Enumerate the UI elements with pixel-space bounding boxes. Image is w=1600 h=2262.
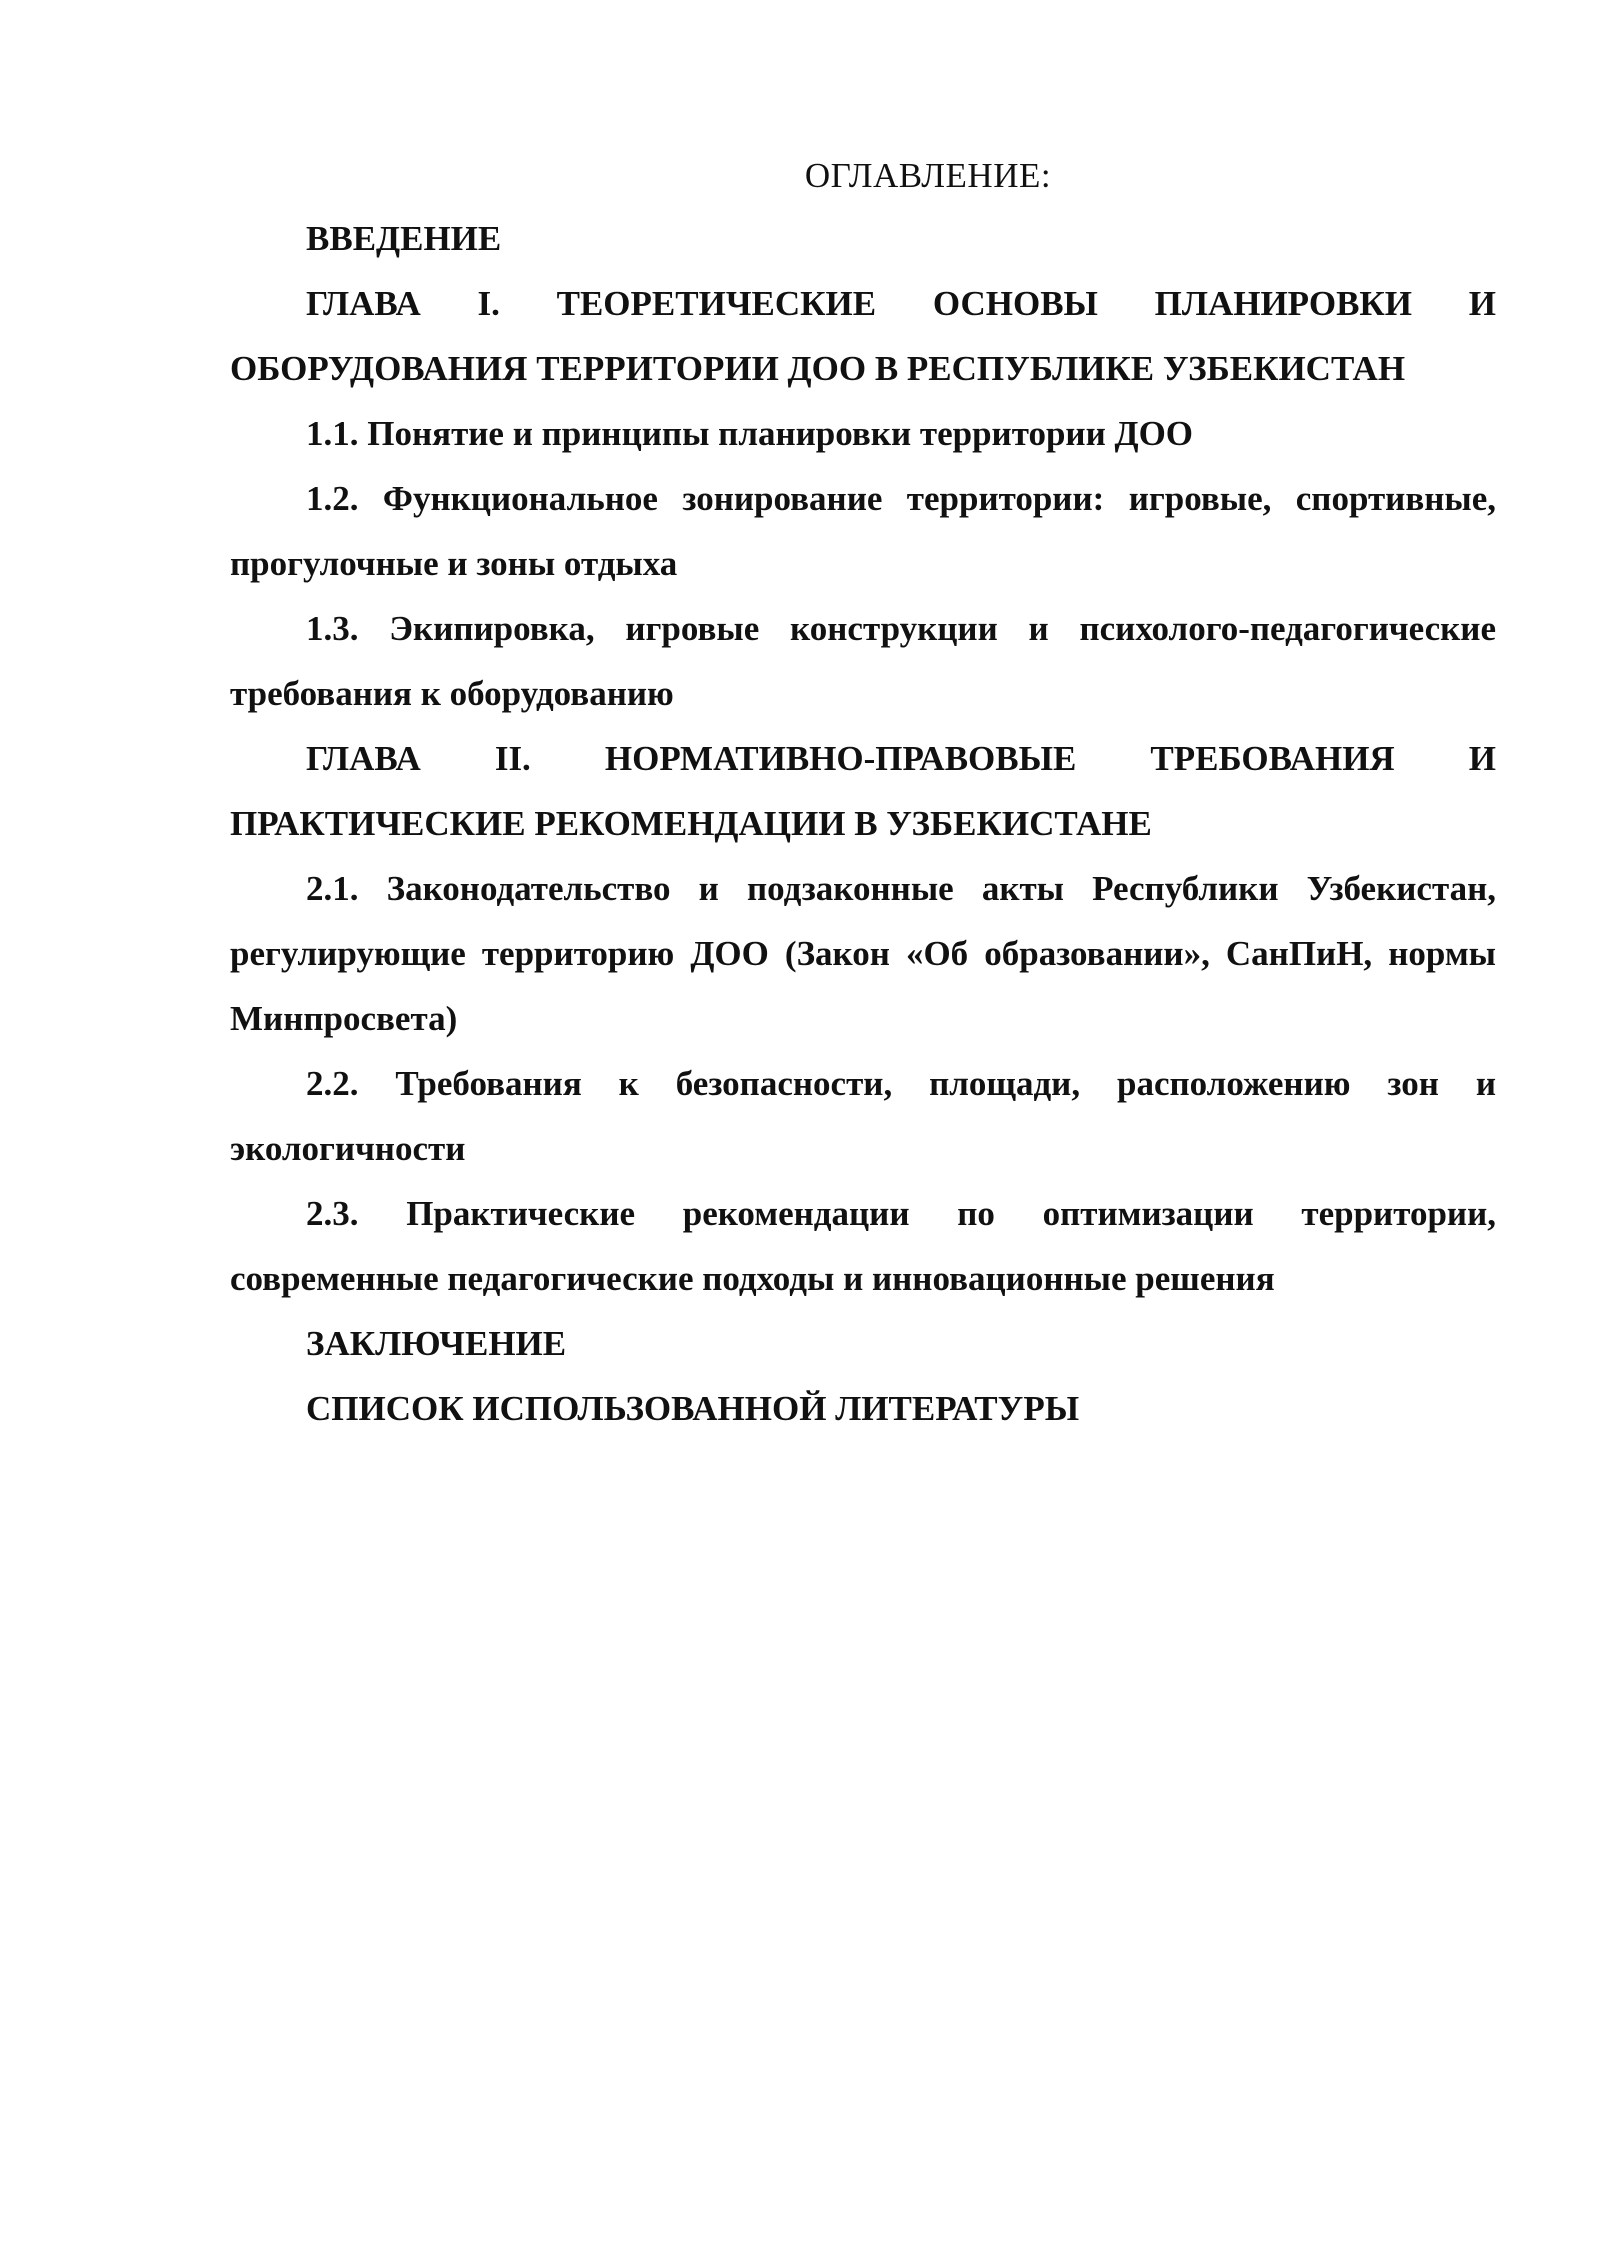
toc-entry-section-1-1: 1.1. Понятие и принципы планировки территории ДОО	[306, 414, 1194, 453]
toc-entry-section-2-3: 2.3. Практические рекомендации по оптимизации территории, современные педагогические подходы и инновационные решения	[230, 1194, 1496, 1298]
toc-entry-introduction: ВВЕДЕНИЕ	[306, 219, 502, 258]
toc-title: ОГЛАВЛЕНИЕ:	[804, 156, 1052, 195]
toc-entry-conclusion: ЗАКЛЮЧЕНИЕ	[306, 1324, 567, 1363]
toc-entry-section-2-1: 2.1. Законодательство и подзаконные акты Республики Узбекистан, регулирующие территорию ДОО (Закон «Об образовании», СанПиН, нормы Минпросвета)	[230, 869, 1496, 1038]
table-of-contents	[230, 148, 1496, 1441]
toc-entry-chapter-2: ГЛАВА II. НОРМАТИВНО-ПРАВОВЫЕ ТРЕБОВАНИЯ И ПРАКТИЧЕСКИЕ РЕКОМЕНДАЦИИ В УЗБЕКИСТАНЕ	[230, 739, 1496, 843]
toc-entry-section-1-2: 1.2. Функциональное зонирование территории: игровые, спортивные, прогулочные и зоны отдыха	[230, 479, 1496, 583]
toc-entry-section-1-3: 1.3. Экипировка, игровые конструкции и психолого-педагогические требования к оборудованию	[230, 609, 1496, 713]
toc-entry-section-2-2: 2.2. Требования к безопасности, площади, расположению зон и экологичности	[230, 1064, 1496, 1168]
toc-entry-references: СПИСОК ИСПОЛЬЗОВАННОЙ ЛИТЕРАТУРЫ	[306, 1389, 1080, 1428]
toc-entry-chapter-1: ГЛАВА I. ТЕОРЕТИЧЕСКИЕ ОСНОВЫ ПЛАНИРОВКИ И ОБОРУДОВАНИЯ ТЕРРИТОРИИ ДОО В РЕСПУБЛИКЕ УЗБЕКИСТАН	[230, 284, 1496, 388]
